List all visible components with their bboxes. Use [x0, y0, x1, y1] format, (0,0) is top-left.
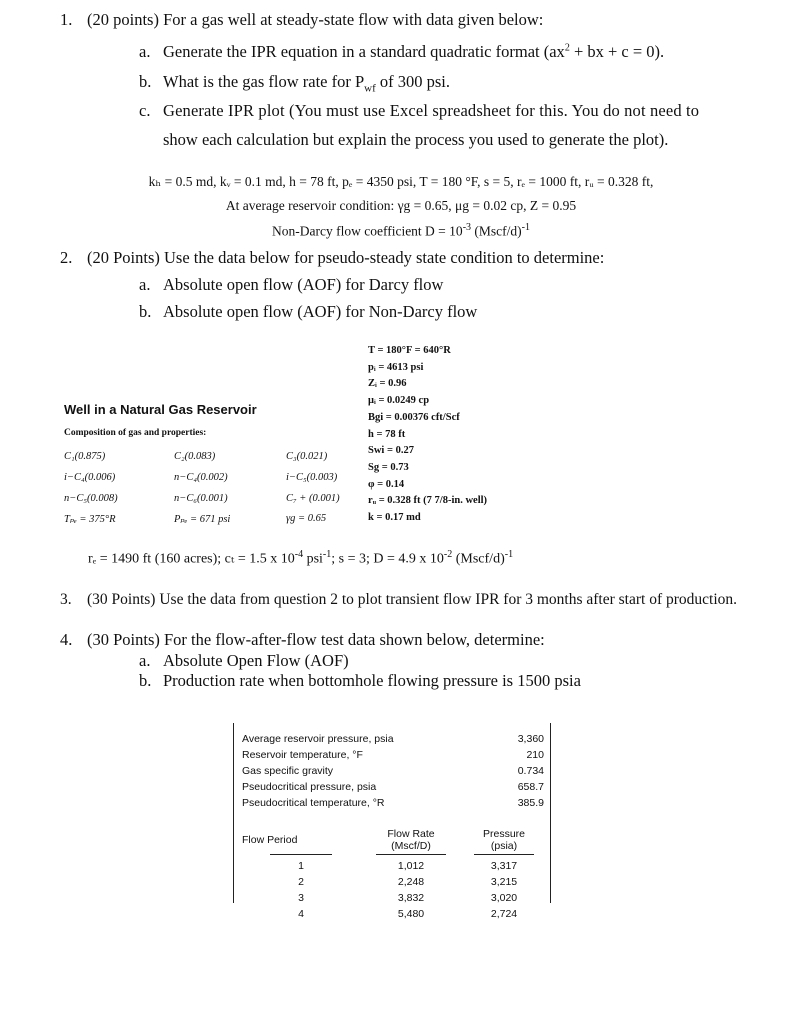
q1a-marker: a. [139, 42, 151, 61]
reservoir-property: μᵢ = 0.0249 cp [368, 395, 430, 407]
q1b-text: What is the gas flow rate for $P_{wf}$ of 300 psi. [163, 72, 451, 95]
table-prop-value: 210 [526, 749, 544, 761]
table-cell-rate: 1,012 [397, 860, 425, 872]
table-prop-label: Reservoir temperature, °F [242, 749, 363, 761]
table-cell-pressure: 3,215 [490, 876, 518, 888]
reservoir-property: pᵢ = 4613 psi [368, 361, 424, 373]
box-title: Well in a Natural Gas Reservoir [64, 402, 257, 417]
q4-number: 4. [60, 630, 73, 649]
table-cell-rate: 5,480 [397, 908, 425, 920]
reservoir-property: φ = 0.14 [368, 478, 405, 490]
table-prop-label: Gas specific gravity [242, 765, 334, 777]
q2a-marker: a. [139, 275, 151, 294]
q2-number: 2. [60, 248, 73, 267]
table-prop-label: Pseudocritical temperature, °R [242, 797, 385, 809]
reservoir-property: T = 180°F = 640°R [368, 345, 451, 356]
composition-cell: Tₚₑ = 375°R [64, 514, 116, 525]
q2b-marker: b. [139, 302, 152, 321]
composition-cell: n−C₆(0.001) [174, 493, 228, 504]
q1-data-line3: Non-Darcy flow coefficient $D = 10^{-3}$ (Mscf/d)$^{-1}$ [272, 222, 530, 239]
period-underline [270, 854, 332, 855]
table-cell-pressure: 3,020 [490, 892, 518, 904]
reservoir-property: Zᵢ = 0.96 [368, 378, 407, 390]
composition-cell: n−C₅(0.008) [64, 493, 118, 504]
table-cell-pressure: 3,317 [490, 860, 518, 872]
q4b-text: Production rate when bottomhole flowing pressure is 1500 psia [163, 671, 581, 690]
q1b-marker: b. [139, 72, 152, 91]
table-prop-label: Average reservoir pressure, psia [242, 733, 394, 745]
q2-text: (20 Points) Use the data below for pseudo-steady state condition to determine: [87, 248, 605, 267]
flow-test-table [233, 723, 551, 920]
composition-cell: Pₚₑ = 671 psi [174, 514, 231, 525]
table-cell-period: 3 [298, 892, 304, 904]
table-prop-value: 658.7 [517, 781, 544, 793]
q4a-text: Absolute Open Flow (AOF) [163, 651, 349, 670]
col-pressure-2: (psia) [490, 840, 518, 852]
col-flow-period: Flow Period [242, 834, 298, 846]
composition-cell: n−C₄(0.002) [174, 472, 228, 483]
table-prop-value: 0.734 [517, 765, 544, 777]
reservoir-property: k = 0.17 md [368, 512, 421, 524]
q1a-text: Generate the IPR equation in a standard quadratic format ($ax^2$ + bx + c = 0). [163, 42, 665, 61]
composition-cell: C₂(0.083) [174, 451, 216, 462]
col-flow-rate-1: Flow Rate [387, 828, 435, 840]
q1-text: (20 points) For a gas well at steady-state flow with data given below: [87, 10, 544, 29]
reservoir-property: Bgi = 0.00376 cft/Scf [368, 411, 460, 423]
q1c-line1: Generate IPR plot (You must use Excel spreadsheet for this. You do not need to [163, 101, 700, 120]
q2-extra-data: rₑ = 1490 ft (160 acres); cₜ = 1.5 x $10^{-4}$ psi$^{-1}$; s = 3; D = 4.9 x $10^{-2}$ (Mscf/d)$^{-1}$ [88, 549, 514, 567]
pressure-underline [474, 854, 534, 855]
q3-number: 3. [60, 591, 72, 608]
composition-cell: γg = 0.65 [286, 513, 327, 524]
rate-underline [376, 854, 446, 855]
composition-cell: i−C₄(0.006) [64, 472, 116, 483]
table-cell-pressure: 2,724 [490, 908, 518, 920]
reservoir-property: rᵤ = 0.328 ft (7 7/8-in. well) [368, 495, 488, 507]
q2a-text: Absolute open flow (AOF) for Darcy flow [163, 275, 444, 294]
col-pressure-1: Pressure [482, 828, 525, 840]
q1-data-line2: At average reservoir condition: γg = 0.65, μg = 0.02 cp, Z = 0.95 [225, 198, 577, 213]
reservoir-property: h = 78 ft [368, 428, 406, 440]
table-cell-period: 4 [298, 908, 304, 920]
q1c-line2: show each calculation but explain the process you used to generate the plot). [163, 130, 669, 149]
table-cell-period: 1 [298, 860, 304, 872]
table-cell-period: 2 [298, 876, 304, 888]
reservoir-property: Swi = 0.27 [368, 445, 414, 457]
q4b-marker: b. [139, 671, 152, 690]
q1-data-line1: kₕ = 0.5 md, kᵥ = 0.1 md, h = 78 ft, pₑ = 4350 psi, T = 180 °F, s = 5, rₑ = 1000 ft, rᵤ = 0.328 ft, [148, 174, 654, 189]
composition-cell: C₇ + (0.001) [286, 493, 340, 504]
q2b-text: Absolute open flow (AOF) for Non-Darcy flow [163, 302, 478, 321]
table-prop-label: Pseudocritical pressure, psia [242, 781, 377, 793]
q1-number: 1. [60, 10, 73, 29]
q1c-marker: c. [139, 101, 151, 120]
composition-cell: C₁(0.875) [64, 451, 106, 462]
q4-text: (30 Points) For the flow-after-flow test data shown below, determine: [87, 630, 545, 649]
reservoir-properties [368, 343, 487, 527]
composition-cell: i−C₅(0.003) [286, 472, 338, 483]
table-cell-rate: 3,832 [397, 892, 425, 904]
col-flow-rate-2: (Mscf/D) [391, 840, 431, 852]
table-cell-rate: 2,248 [397, 876, 425, 888]
box-subtitle: Composition of gas and properties: [64, 428, 207, 438]
table-prop-value: 385.9 [517, 797, 544, 809]
reservoir-property: Sg = 0.73 [368, 461, 409, 473]
composition-cell: C₃(0.021) [286, 451, 328, 462]
q3-text: (30 Points) Use the data from question 2 to plot transient flow IPR for 3 months after start of production. [87, 591, 738, 608]
table-prop-value: 3,360 [517, 733, 544, 745]
q4a-marker: a. [139, 651, 151, 670]
